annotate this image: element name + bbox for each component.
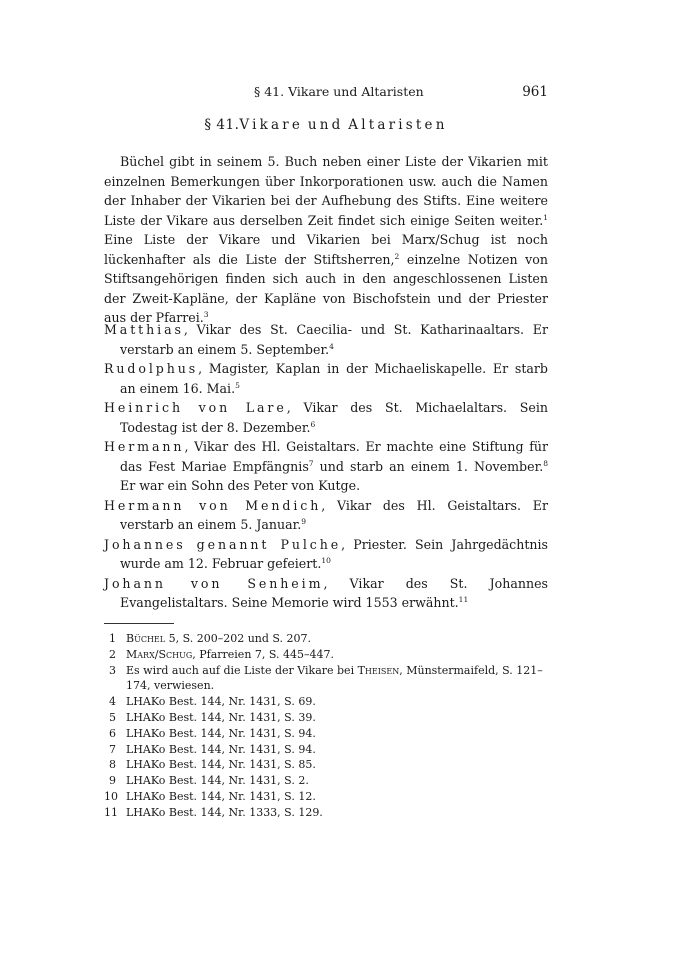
vicar-name: Rudolphus xyxy=(104,361,199,376)
footnote-number: 3 xyxy=(109,663,116,677)
footnote xyxy=(104,742,548,758)
footnote-ref: 2 xyxy=(394,251,400,261)
footnote xyxy=(104,647,548,663)
running-title: § 41. Vikare und Altaristen xyxy=(254,84,424,99)
footnote-number: 2 xyxy=(109,647,116,661)
footnote-number: 6 xyxy=(109,726,116,740)
footnote-text xyxy=(126,648,334,661)
footnote-text xyxy=(126,774,309,787)
vicar-name: Hermann von Mendich xyxy=(104,497,322,513)
footnote xyxy=(104,694,548,710)
text-run: 5, S. 200–202 und S. 207. xyxy=(165,632,312,645)
footnote-ref: 3 xyxy=(203,310,209,319)
vicar-entry xyxy=(104,359,548,398)
footnote-number: 10 xyxy=(104,789,118,803)
footnote-text xyxy=(126,790,316,803)
footnote-number: 5 xyxy=(109,710,116,724)
text-run: Er war ein Sohn des Peter von Kutge. xyxy=(120,478,361,493)
vicar-entry xyxy=(104,398,548,437)
footnote xyxy=(104,757,548,773)
footnote-text xyxy=(126,632,311,645)
intro-text xyxy=(104,152,548,328)
text-run: , Münstermaifeld, S. 121–174, verwiesen. xyxy=(126,663,543,693)
text-run: LHAKo Best. 144, Nr. 1431, S. 2. xyxy=(126,774,309,788)
text-run: , Priester. Sein Jahrgedächtnis wurde am 12. Februar gefeiert. xyxy=(120,536,548,571)
vicar-name: Johannes genannt Pulche xyxy=(104,536,342,552)
cited-author: Büchel xyxy=(126,632,166,645)
footnote xyxy=(104,789,548,805)
section-title xyxy=(104,117,548,133)
footnote-text xyxy=(126,743,316,756)
text-run: Eine Liste der Vikare und Vikarien bei Marx/Schug ist noch lückenhafter als die Liste der Stiftsherren, xyxy=(104,232,548,267)
vicar-name: Hermann xyxy=(104,439,185,454)
section-heading-word: und xyxy=(307,117,344,133)
text-run: , Vikar des St. Michaelaltars. Sein Todestag ist der 8. Dezember. xyxy=(120,400,549,435)
vicar-name: Matthias xyxy=(104,322,184,337)
vicar-entry xyxy=(104,535,548,574)
vicar-list xyxy=(104,320,548,613)
intro-paragraph xyxy=(104,152,548,328)
footnote-text xyxy=(126,727,316,740)
running-head xyxy=(104,84,548,102)
footnote-text xyxy=(126,695,316,708)
text-run: Büchel gibt in seinem 5. Buch neben einer Liste der Vikarien mit einzelnen Bemerkungen über Inkorporationen usw. auch die Namen der Inhaber der Vikarien bei der Aufhebung des Stifts. Eine weitere Liste der Vikare aus derselben Zeit findet sich einige Seiten weiter. xyxy=(104,154,548,228)
section-sign: § 41. xyxy=(204,117,240,133)
text-run: , Vikar des St. Caecilia- und St. Katharinaaltars. Er verstarb an einem 5. September. xyxy=(120,322,548,357)
section-heading-word: Vikare xyxy=(239,117,304,133)
footnote-number: 11 xyxy=(104,805,118,819)
footnote xyxy=(104,726,548,742)
vicar-name: Johann von Senheim xyxy=(104,575,324,591)
footnote-number: 8 xyxy=(109,758,116,772)
section-heading-word: Altaristen xyxy=(348,117,448,133)
footnote-ref: 6 xyxy=(310,419,316,429)
text-run: einzelne Notizen von Stiftsangehörigen finden sich auch in den angeschlossenen Listen der Zweit-Kapläne, der Kapläne von Bischofstein und der Priester aus der Pfarrei. xyxy=(104,251,548,325)
vicar-entry xyxy=(104,437,548,496)
footnote-ref: 11 xyxy=(458,595,469,604)
vicar-entry xyxy=(104,496,548,535)
text-run: LHAKo Best. 144, Nr. 1431, S. 85. xyxy=(126,758,316,772)
text-run: , Vikar des St. Johannes Evangelistaltars. Seine Memorie wird 1553 erwähnt. xyxy=(120,575,548,610)
footnote-text xyxy=(126,711,316,724)
text-run: , Vikar des Hl. Geistaltars. Er machte eine Stiftung für das Fest Mariae Empfängnis xyxy=(120,439,548,474)
text-run: , Pfarreien 7, S. 445–447. xyxy=(192,647,335,661)
text-run: LHAKo Best. 144, Nr. 1431, S. 39. xyxy=(126,710,316,724)
footnote-ref: 4 xyxy=(329,341,334,351)
footnote-number: 7 xyxy=(109,742,116,756)
footnote-ref: 5 xyxy=(235,380,240,390)
footnote-text xyxy=(126,758,316,771)
footnote-ref: 1 xyxy=(543,212,548,222)
vicar-entry xyxy=(104,320,548,359)
footnote xyxy=(104,631,548,647)
footnote xyxy=(104,710,548,726)
text-run: LHAKo Best. 144, Nr. 1431, S. 94. xyxy=(126,726,316,740)
cited-author: Theisen xyxy=(357,663,400,677)
text-run: LHAKo Best. 144, Nr. 1431, S. 12. xyxy=(126,789,316,803)
footnote-ref: 9 xyxy=(301,517,307,526)
footnote-ref: 8 xyxy=(543,458,548,468)
footnote-ref: 10 xyxy=(321,556,331,565)
footnote-ref: 7 xyxy=(308,458,314,468)
text-run: LHAKo Best. 144, Nr. 1333, S. 129. xyxy=(126,805,323,819)
text-run: LHAKo Best. 144, Nr. 1431, S. 94. xyxy=(126,742,316,756)
vicar-name: Heinrich von Lare xyxy=(104,400,287,415)
text-run: und starb an einem 1. November. xyxy=(313,458,544,474)
footnote-number: 1 xyxy=(109,632,116,645)
page-number: 961 xyxy=(522,84,548,100)
cited-author: Marx/Schug xyxy=(126,647,193,661)
text-run: Es wird auch auf die Liste der Vikare bei xyxy=(126,663,358,677)
vicar-entry xyxy=(104,574,548,613)
text-run: LHAKo Best. 144, Nr. 1431, S. 69. xyxy=(126,695,316,709)
footnote xyxy=(104,805,548,821)
text-run: , Magister, Kaplan in der Michaeliskapelle. Er starb an einem 16. Mai. xyxy=(120,361,548,396)
text-run: , Vikar des Hl. Geistaltars. Er verstarb an einem 5. Januar. xyxy=(120,497,548,532)
footnote xyxy=(104,663,548,695)
footnote xyxy=(104,773,548,789)
footnote-text xyxy=(126,664,543,693)
footnote-number: 9 xyxy=(109,774,116,788)
footnote-divider xyxy=(104,623,174,624)
footnote-text xyxy=(126,806,323,819)
footnotes xyxy=(104,631,548,821)
footnote-number: 4 xyxy=(109,695,116,709)
